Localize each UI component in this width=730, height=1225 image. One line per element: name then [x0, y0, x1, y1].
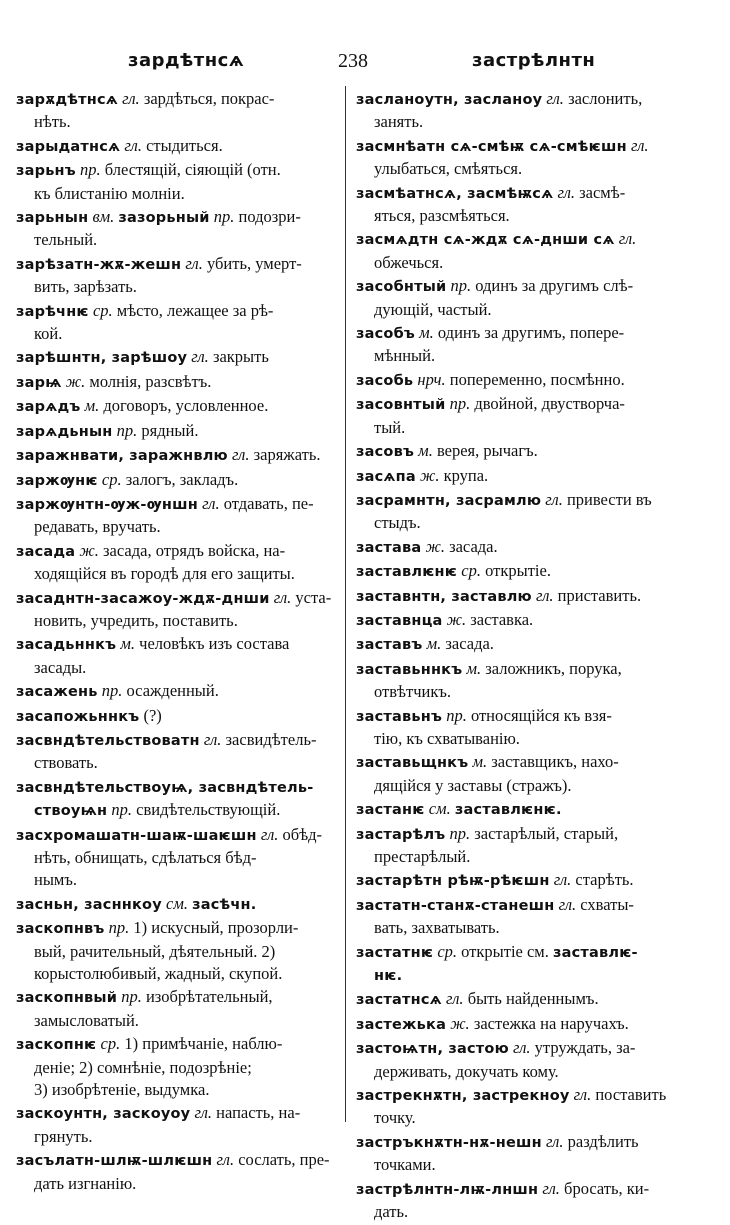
dictionary-entry — [16, 135, 338, 158]
entry-headword: засмѣатнсѧ, засмѣѭсѧ — [356, 185, 554, 202]
entry-grammar: пр. — [108, 918, 130, 938]
entry-grammar: гл. — [513, 1038, 531, 1058]
entry-definition: убить, умерт- — [207, 253, 302, 273]
dictionary-entry — [16, 587, 338, 633]
entry-grammar: м. — [84, 396, 100, 416]
entry-grammar: м. — [426, 634, 442, 654]
entry-grammar: пр. — [449, 394, 471, 414]
entry-grammar: м. — [466, 658, 482, 678]
entry-headword: засвндѣтельствоватн — [16, 732, 200, 749]
entry-grammar: гл. — [573, 1085, 592, 1105]
entry-headword: застрекнѫтн, застрекноу — [356, 1088, 570, 1105]
dictionary-entry — [356, 751, 686, 797]
entry-grammar: ж. — [446, 609, 467, 629]
entry-headword: засаднтн-засажоу-ждѫ-днши — [16, 590, 270, 607]
entry-grammar: гл. — [122, 89, 140, 108]
entry-definition: подозри- — [238, 207, 301, 227]
dictionary-entry — [356, 228, 686, 274]
dictionary-entry — [356, 182, 686, 228]
entry-definition: мѣсто, лежащее за рѣ- — [116, 300, 274, 320]
entry-definition: заставщикъ, нахо- — [491, 752, 619, 772]
entry-continuation: вить, зарѣзать. — [34, 277, 137, 297]
entry-definition: верея, рычагъ. — [436, 441, 538, 461]
entry-grammar: ж. — [65, 371, 86, 391]
entry-continuation: нымъ. — [34, 870, 78, 890]
entry-definition: заложникъ, порука, — [485, 658, 622, 678]
dictionary-entry — [356, 369, 686, 392]
entry-continuation: деніе; 2) сомнѣніе, подозрѣніе; — [34, 1057, 252, 1077]
entry-grammar: пр. — [446, 705, 467, 725]
entry-definition: 1) примѣчаніе, наблю- — [124, 1034, 283, 1054]
entry-headword-cont: ствоуѩн — [34, 803, 108, 820]
entry-continuation: нѣть. — [34, 112, 71, 132]
dictionary-entry — [356, 1131, 686, 1177]
dictionary-entry — [356, 393, 686, 439]
entry-headword: зарѩ — [16, 374, 62, 391]
entry-headword: зарѣшнтн, зарѣшоу — [16, 350, 188, 367]
entry-definition: засада. — [449, 536, 498, 556]
entry-headword: зарьнъ — [16, 163, 76, 180]
entry-definition: свидѣтельствующій. — [136, 800, 281, 820]
entry-definition: договоръ, условленное. — [103, 396, 269, 416]
entry-definition: схваты- — [580, 894, 634, 914]
dictionary-entry — [16, 893, 338, 916]
entry-headword: заставьщнкъ — [356, 755, 469, 772]
entry-grammar: нрч. — [417, 369, 446, 389]
entry-grammar: гл. — [542, 1178, 560, 1198]
entry-crossref: засѣчн. — [192, 896, 257, 913]
dictionary-entry — [356, 135, 686, 181]
entry-crossref: зазорьный — [118, 210, 210, 227]
header-left-word: зардѣтнсѧ — [128, 50, 245, 71]
entry-headword: зарѧдьнын — [16, 423, 113, 440]
entry-headword: засовъ — [356, 444, 415, 461]
entry-continuation: занять. — [374, 112, 424, 132]
entry-headword: застарѣлъ — [356, 826, 446, 843]
entry-grammar: гл. — [545, 489, 563, 509]
entry-grammar: пр. — [111, 800, 133, 820]
entry-definition: двойной, двустворча- — [474, 394, 625, 414]
entry-grammar: гл. — [618, 229, 637, 249]
entry-headword: зарыдатнсѧ — [16, 138, 121, 155]
entry-continuation: обжечься. — [374, 252, 444, 272]
entry-headword: застоѩтн, застою — [356, 1041, 509, 1058]
entry-definition: засвидѣтель- — [225, 729, 317, 749]
entry-grammar: пр. — [101, 681, 123, 701]
entry-headword: засвндѣтельствоуѩ, засвндѣтель- — [16, 779, 314, 796]
entry-headword: засобъ — [356, 326, 415, 343]
entry-grammar: вм. — [92, 207, 115, 227]
entry-grammar: гл. — [545, 1131, 564, 1151]
entry-grammar: см. — [428, 799, 451, 819]
dictionary-entry — [356, 440, 686, 463]
entry-continuation: улыбаться, смѣяться. — [374, 159, 523, 179]
page-number: 238 — [338, 50, 368, 72]
right-column — [356, 88, 686, 1225]
entry-grammar: м. — [418, 441, 433, 461]
entry-grammar: гл. — [202, 493, 220, 513]
dictionary-entry — [16, 88, 338, 134]
entry-definition: уста- — [295, 587, 332, 607]
entry-grammar: гл. — [231, 445, 250, 465]
dictionary-entry — [16, 633, 338, 679]
entry-crossref: нѥ. — [374, 968, 403, 985]
entry-headword: заставнца — [356, 612, 443, 629]
entry-continuation: замысловатый. — [34, 1010, 139, 1030]
entry-grammar: гл. — [203, 729, 222, 749]
entry-headword: застарѣтн рѣѭ-рѣѥшн — [356, 873, 550, 890]
entry-continuation: престарѣлый. — [374, 847, 471, 866]
dictionary-entry — [16, 986, 338, 1032]
dictionary-entry — [16, 776, 338, 823]
entry-headword: заставьнъ — [356, 708, 443, 725]
page-header — [16, 50, 716, 84]
entry-continuation: ствовать. — [34, 753, 98, 773]
dictionary-entry — [16, 1149, 338, 1195]
entry-definition: раздѣлить — [567, 1131, 639, 1151]
dictionary-entry — [356, 1084, 686, 1130]
entry-definition: приставить. — [557, 585, 642, 605]
entry-definition: крупа. — [443, 465, 489, 485]
entry-grammar: м. — [120, 634, 136, 654]
dictionary-entry — [16, 1102, 338, 1148]
entry-grammar: гл. — [630, 135, 649, 155]
entry-grammar: м. — [419, 323, 434, 343]
dictionary-entry — [16, 206, 338, 252]
entry-headword: засада — [16, 543, 76, 560]
entry-definition: открытіе см. — [461, 941, 549, 961]
entry-grammar: пр. — [80, 160, 101, 180]
entry-definition: блестящій, сіяющій (отн. — [104, 160, 281, 180]
dictionary-entry — [356, 1013, 686, 1036]
entry-grammar: гл. — [191, 347, 209, 367]
dictionary-entry — [356, 489, 686, 535]
entry-headword: зарѧдъ — [16, 399, 81, 416]
header-right-word: застрѣлнтн — [472, 50, 596, 71]
entry-headword: засадьннкъ — [16, 637, 117, 654]
entry-headword: засмѧдтн сѧ-ждѫ сѧ-днши сѧ — [356, 232, 615, 249]
entry-definition: зардѣться, покрас- — [143, 89, 275, 108]
entry-crossref: заставлѥнѥ. — [454, 802, 562, 819]
entry-headword: зарьнын — [16, 210, 89, 227]
entry-definition: 1) искусный, прозорли- — [133, 918, 299, 938]
dictionary-entry — [16, 729, 338, 775]
entry-grammar: пр. — [213, 207, 235, 227]
entry-definition: стыдиться. — [146, 135, 223, 155]
entry-headword: застатн-станѫ-станешн — [356, 897, 555, 914]
entry-continuation: держивать, докучать кому. — [374, 1061, 559, 1081]
entry-headword: засълатн-шлѭ-шлѥшн — [16, 1153, 213, 1170]
entry-definition: застарѣлый, старый, — [474, 823, 619, 843]
entry-definition: закрыть — [212, 347, 269, 367]
entry-continuation: къ блистанію молніи. — [34, 183, 185, 203]
dictionary-entry — [356, 705, 686, 751]
entry-headword: зарѫдѣтнсѧ — [16, 92, 119, 108]
dictionary-entry — [356, 988, 686, 1011]
dictionary-entry — [16, 420, 338, 443]
entry-definition: одинъ за другимъ, попере- — [437, 323, 625, 343]
entry-definition: открытіе. — [485, 561, 551, 581]
entry-grammar: гл. — [185, 253, 203, 273]
entry-headword: заставьннкъ — [356, 661, 463, 678]
entry-definition: утруждать, за- — [534, 1038, 636, 1058]
entry-definition: заставка. — [470, 609, 534, 629]
entry-grammar: ж. — [79, 540, 99, 560]
entry-definition: рядный. — [141, 420, 199, 440]
dictionary-entry — [16, 469, 338, 492]
entry-definition: обѣд- — [282, 824, 323, 844]
entry-continuation: дящійся у заставы (стражъ). — [374, 775, 572, 795]
entry-headword: застръкнѫтн-нѫ-нешн — [356, 1134, 542, 1151]
entry-continuation: редавать, вручать. — [34, 517, 161, 537]
entry-grammar: ж. — [425, 536, 445, 556]
dictionary-entry — [16, 395, 338, 418]
entry-continuation: дующій, частый. — [374, 299, 492, 319]
dictionary-entry — [16, 371, 338, 394]
dictionary-entry — [356, 658, 686, 704]
entry-headword: засхромашатн-шаѭ-шаѥшн — [16, 827, 257, 844]
dictionary-entry — [356, 275, 686, 321]
entry-grammar: гл. — [124, 135, 142, 155]
entry-headword: застава — [356, 539, 422, 556]
entry-definition: застежка на наручахъ. — [473, 1013, 629, 1033]
entry-continuation: яться, разсмѣяться. — [374, 206, 510, 226]
entry-headword: зарѣзатн-жѫ-жешн — [16, 256, 182, 273]
entry-grammar: гл. — [558, 894, 577, 914]
entry-headword: заржѹнѥ — [16, 472, 98, 489]
entry-continuation: кой. — [34, 324, 63, 344]
entry-continuation: вый, рачительный, дѣятельный. 2) — [34, 941, 276, 961]
entry-grammar: ср. — [100, 1034, 121, 1054]
entry-continuation: тію, къ схватыванію. — [374, 728, 520, 748]
entry-continuation: отвѣтчикъ. — [374, 682, 452, 702]
entry-continuation: новить, учредить, поставить. — [34, 610, 238, 630]
entry-grammar: ср. — [437, 941, 458, 961]
entry-definition: одинъ за другимъ слѣ- — [475, 276, 634, 296]
column-divider — [345, 86, 346, 1122]
dictionary-entry — [356, 88, 686, 134]
entry-definition: человѣкъ изъ состава — [139, 634, 290, 654]
entry-headword: засрамнтн, засрамлю — [356, 492, 542, 509]
entry-definition: напасть, на- — [216, 1103, 301, 1123]
entry-continuation: 3) изобрѣтеніе, выдумка. — [34, 1080, 210, 1100]
entry-headword: засньн, засннкоу — [16, 896, 162, 913]
entry-continuation: засады. — [34, 657, 87, 677]
entry-definition: бросать, ки- — [564, 1178, 650, 1198]
entry-grammar: пр. — [449, 823, 471, 843]
entry-continuation: мѣнный. — [374, 346, 436, 366]
entry-definition: засмѣ- — [579, 182, 626, 202]
entry-headword: заставнтн, заставлю — [356, 588, 532, 605]
dictionary-entry — [356, 560, 686, 583]
entry-definition: поставить — [595, 1085, 667, 1105]
dictionary-entry — [16, 346, 338, 369]
entry-definition: сослать, пре- — [238, 1150, 330, 1170]
dictionary-entry — [16, 1033, 338, 1101]
dictionary-entry — [16, 159, 338, 205]
entry-continuation: стыдъ. — [374, 513, 421, 533]
entry-grammar: гл. — [216, 1150, 235, 1170]
entry-headword: засобь — [356, 372, 414, 389]
entry-grammar: гл. — [557, 182, 576, 202]
entry-definition: заслонить, — [568, 89, 643, 108]
entry-grammar: ср. — [461, 561, 481, 581]
entry-headword: застежька — [356, 1016, 447, 1033]
dictionary-entry — [16, 444, 338, 467]
entry-definition: привести въ — [566, 489, 652, 509]
dictionary-entry — [356, 609, 686, 632]
entry-headword: засланоутн, засланоу — [356, 92, 543, 108]
entry-headword: заскопнвъ — [16, 921, 105, 938]
entry-grammar: ж. — [450, 1013, 470, 1033]
entry-grammar: гл. — [553, 870, 572, 890]
entry-grammar: гл. — [546, 89, 564, 108]
dictionary-entry — [356, 322, 686, 368]
dictionary-entry — [16, 917, 338, 985]
entry-headword: зарѣчнѥ — [16, 303, 89, 320]
entry-definition: молнія, разсвѣтъ. — [89, 371, 212, 391]
entry-headword: засмнѣатн сѧ-смѣѭ сѧ-смѣѥшн — [356, 138, 627, 155]
entry-headword: засапожьннкъ — [16, 708, 140, 725]
dictionary-entry — [356, 798, 686, 821]
dictionary-entry — [16, 253, 338, 299]
entry-continuation: вать, захватывать. — [374, 918, 500, 938]
entry-grammar: гл. — [273, 587, 292, 607]
entry-grammar: см. — [166, 893, 188, 913]
entry-headword: заставъ — [356, 637, 423, 654]
entry-headword: заскопнѥ — [16, 1037, 97, 1054]
entry-definition: засада. — [445, 634, 494, 654]
entry-grammar: гл. — [194, 1103, 213, 1123]
entry-continuation: дать. — [374, 1202, 409, 1222]
entry-crossref: заставлѥ- — [553, 944, 638, 961]
dictionary-entry — [356, 1178, 686, 1224]
entry-definition: отдавать, пе- — [223, 493, 314, 513]
entry-headword: засѧпа — [356, 468, 416, 485]
dictionary-entry — [16, 540, 338, 586]
entry-grammar: ж. — [420, 465, 440, 485]
dictionary-entry — [16, 680, 338, 703]
entry-continuation: корыстолюбивый, жадный, скупой. — [34, 964, 283, 984]
entry-definition: залогъ, закладъ. — [125, 469, 239, 489]
dictionary-entry — [356, 536, 686, 559]
entry-continuation: нѣть, обнищать, сдѣлаться бѣд- — [34, 848, 257, 867]
entry-grammar: ср. — [101, 469, 122, 489]
dictionary-entry — [356, 633, 686, 656]
dictionary-entry — [356, 894, 686, 940]
entry-headword: заставлѥнѥ — [356, 564, 458, 581]
entry-grammar: пр. — [450, 276, 472, 296]
entry-headword: застатнсѧ — [356, 992, 442, 1009]
entry-definition: заряжать. — [253, 445, 321, 465]
entry-headword: засовнтый — [356, 397, 446, 414]
dictionary-entry — [356, 1037, 686, 1083]
entry-headword: засажень — [16, 684, 98, 701]
dictionary-entry — [16, 705, 338, 728]
entry-headword: заражнвати, заражнвлю — [16, 448, 228, 465]
entry-continuation: точку. — [374, 1108, 416, 1128]
entry-definition: старѣть. — [575, 870, 634, 890]
entry-continuation: грянуть. — [34, 1126, 93, 1146]
entry-definition: относящійся къ взя- — [470, 705, 612, 725]
entry-headword: засобнтый — [356, 279, 447, 296]
entry-headword: застанѥ — [356, 802, 425, 819]
entry-grammar: пр. — [116, 420, 138, 440]
entry-grammar: пр. — [121, 987, 142, 1007]
dictionary-entry — [356, 941, 686, 988]
dictionary-entry — [356, 869, 686, 892]
entry-grammar: гл. — [446, 989, 464, 1009]
entry-definition: попеременно, посмѣнно. — [449, 369, 625, 389]
entry-grammar: гл. — [260, 824, 279, 844]
entry-headword: заржѹнтн-ѹж-ѹншн — [16, 496, 198, 513]
dictionary-entry — [16, 824, 338, 892]
dictionary-entry — [16, 493, 338, 539]
entry-headword: заскоунтн, заскоуоу — [16, 1106, 191, 1123]
dictionary-entry — [356, 823, 686, 869]
dictionary-entry — [356, 465, 686, 488]
entry-continuation: тельный. — [34, 230, 98, 250]
entry-headword: застатнѥ — [356, 944, 434, 961]
entry-definition: осажденный. — [126, 681, 219, 701]
left-column — [16, 88, 338, 1196]
entry-definition: засада, отрядъ войска, на- — [103, 540, 286, 560]
entry-headword: заскопнвый — [16, 990, 118, 1007]
entry-headword: застрѣлнтн-лѭ-лншн — [356, 1181, 539, 1198]
entry-continuation: точками. — [374, 1155, 436, 1175]
entry-definition: (?) — [143, 705, 162, 725]
entry-definition: быть найденнымъ. — [467, 989, 599, 1009]
dictionary-entry — [16, 300, 338, 346]
dictionary-entry — [356, 585, 686, 608]
entry-grammar: гл. — [535, 585, 554, 605]
entry-continuation: ходящійся въ городѣ для его защиты. — [34, 564, 295, 584]
entry-continuation: дать изгнанію. — [34, 1173, 137, 1193]
entry-grammar: ср. — [92, 300, 113, 320]
entry-continuation: тый. — [374, 417, 406, 437]
entry-definition: изобрѣтательный, — [145, 987, 273, 1007]
entry-grammar: м. — [472, 752, 488, 772]
